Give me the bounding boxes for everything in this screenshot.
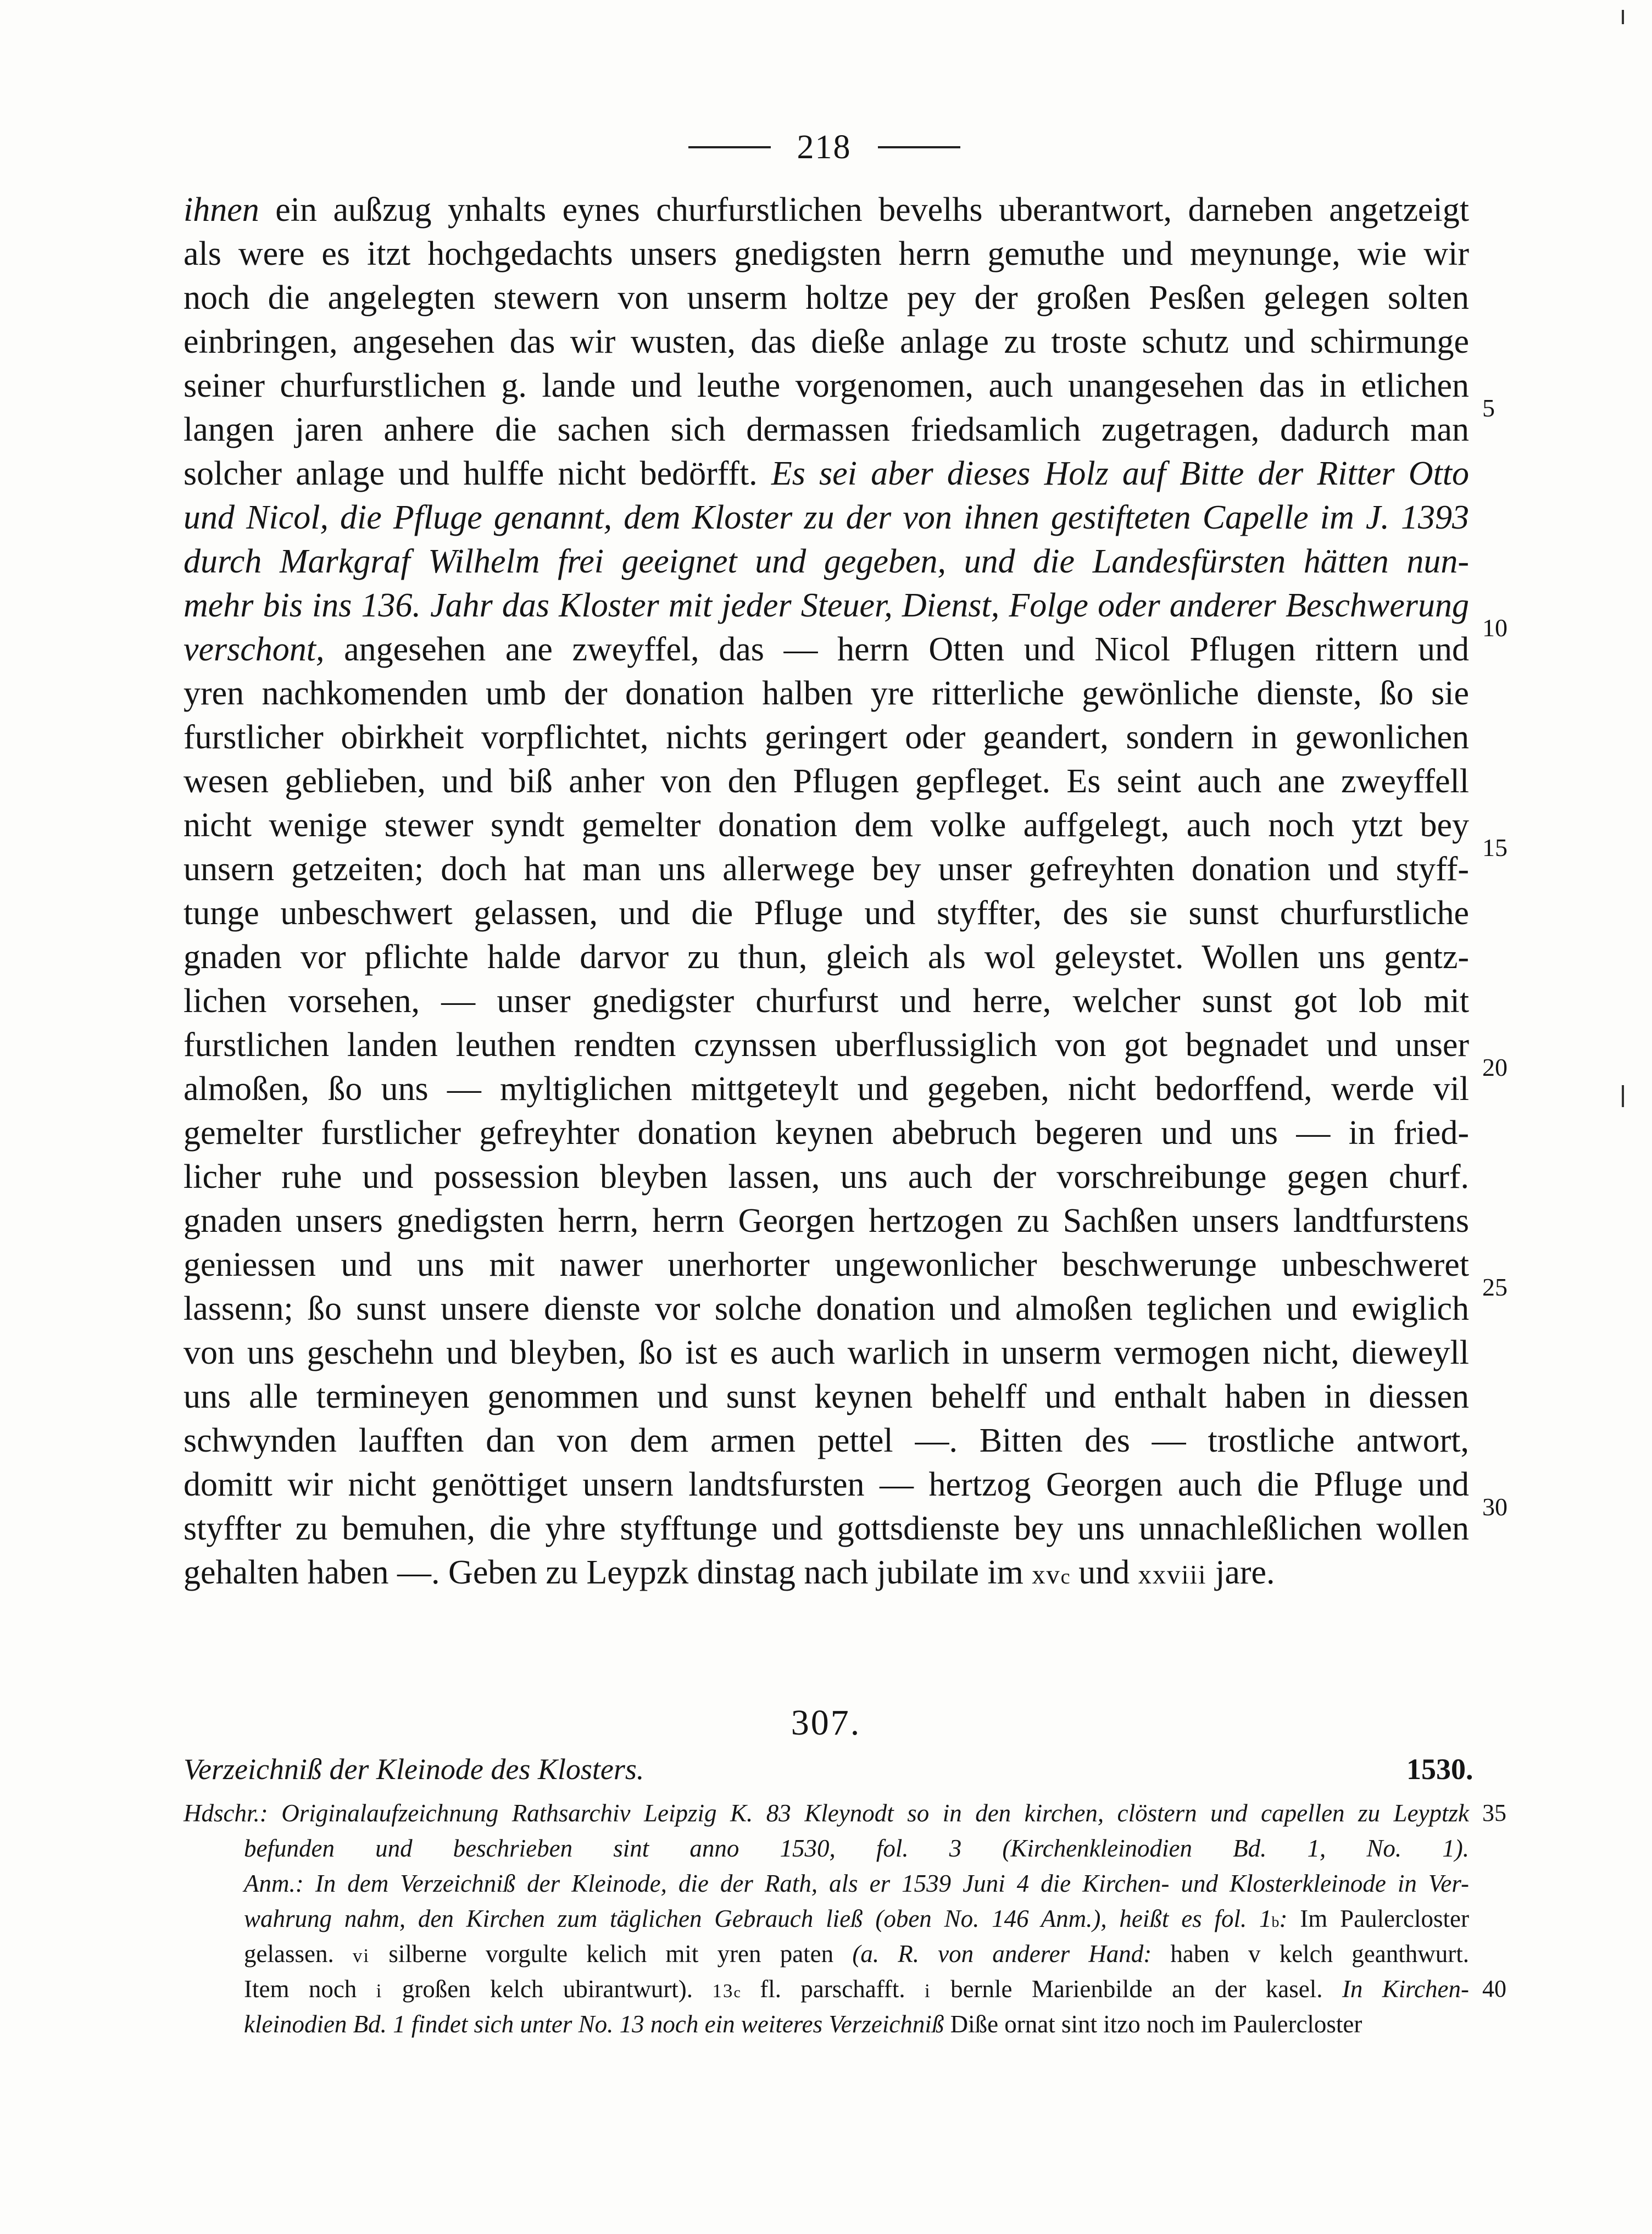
line-number: 5 <box>1482 394 1495 422</box>
text-run: wahrung nahm, den Kirchen zum täglichen Gebrauch ließ (oben No. 146 Anm.), heißt es fol. 1 <box>244 1905 1272 1932</box>
line-number: 20 <box>1482 1053 1508 1081</box>
text-run: einbringen, angesehen das wir wusten, das dieße anlage zu troste schutz und schirmunge <box>183 323 1469 360</box>
text-run: licher ruhe und possession bleyben lassen, uns auch der vorschreibunge gegen churf. <box>183 1158 1469 1196</box>
text-line <box>183 1507 1469 1551</box>
text-run: geniessen und uns mit nawer unerhorter ungewonlicher beschwerunge unbeschweret <box>183 1246 1469 1283</box>
page-number: 218 <box>797 128 852 166</box>
text-line <box>183 1375 1469 1419</box>
text-line <box>183 1331 1469 1375</box>
text-run: seiner churfurstlichen g. lande und leuthe vorgenomen, auch unangesehen das in etlichen <box>183 367 1469 404</box>
text-run: befunden und beschrieben sint anno 1530, fol. 3 (Kirchenkleinodien Bd. 1, No. 1). <box>244 1835 1469 1862</box>
document-number: 307. <box>791 1703 861 1743</box>
text-line <box>183 1243 1469 1287</box>
text-line <box>183 1287 1469 1331</box>
text-run: langen jaren anhere die sachen sich dermassen friedsamlich zugetragen, dadurch man <box>183 411 1469 448</box>
text-run: jare. <box>1206 1554 1275 1591</box>
text-line <box>183 1023 1469 1067</box>
text-run: Es sei aber dieses Holz auf Bitte der Ritter Otto <box>771 455 1469 492</box>
text-run: lassenn; ßo sunst unsere dienste vor solche donation und almoßen teglichen und ewiglich <box>183 1290 1469 1327</box>
text-line <box>244 1936 1469 1971</box>
text-line <box>183 1155 1469 1199</box>
text-run: tunge unbeschwert gelassen, und die Pfluge und styffter, des sie sunst churfurstliche <box>183 894 1469 932</box>
text-run: und <box>1070 1554 1138 1591</box>
text-run: (a. R. von anderer Hand: <box>852 1940 1152 1968</box>
text-run: großen kelch ubirantwurt). <box>382 1975 713 2003</box>
line-number: 10 <box>1482 614 1508 642</box>
text-line <box>244 2007 1469 2042</box>
text-run: uns alle termineyen genommen und sunst keynen behelff und enthalt haben in diessen <box>183 1378 1469 1415</box>
text-run: Anm.: In dem Verzeichniß der Kleinode, die der Rath, als er 1539 Juni 4 die Kirchen- und Klosterkleinode in Ver- <box>244 1870 1469 1897</box>
text-line <box>183 935 1469 979</box>
document-year: 1530. <box>1406 1753 1473 1786</box>
text-run: xv <box>1032 1560 1061 1590</box>
text-run: yren nachkomenden umb der donation halben yre ritterliche gewönliche dienste, ßo sie <box>183 675 1469 712</box>
text-run: c <box>733 1984 741 2001</box>
text-run: fl. parschafft. <box>740 1975 925 2003</box>
text-run: bernle Marienbilde an der kasel. <box>931 1975 1342 2003</box>
text-run: 13 <box>712 1980 734 2002</box>
text-run: gnaden unsers gnedigsten herrn, herrn Georgen hertzogen zu Sachßen unsers landtfurstens <box>183 1202 1469 1240</box>
text-run: i <box>376 1980 383 2002</box>
text-line <box>183 320 1469 364</box>
text-run: ein außzug ynhalts eynes churfurstlichen bevelhs uberantwort, darneben angetzeigt <box>259 191 1469 229</box>
text-run: unsern getzeiten; doch hat man uns allerwege bey unser gefreyhten donation und styff- <box>183 851 1469 888</box>
text-run: und Nicol, die Pfluge genannt, dem Kloster zu der von ihnen gestifteten Capelle im J. 1393 <box>183 499 1469 536</box>
text-run: Item noch <box>244 1975 376 2003</box>
text-run: angesehen ane zweyffel, das — herrn Otten und Nicol Pflugen rittern und <box>324 631 1469 668</box>
line-number: 25 <box>1482 1273 1508 1301</box>
text-line <box>244 1866 1469 1901</box>
text-run: xxviii <box>1138 1560 1207 1590</box>
text-line <box>183 1463 1469 1507</box>
text-run: b <box>1271 1914 1280 1931</box>
text-run: solcher anlage und hulffe nicht bedörfft. <box>183 455 771 492</box>
text-run: In Kirchen- <box>1342 1975 1469 2003</box>
line-number: 35 <box>1482 1799 1506 1826</box>
text-line <box>183 496 1469 540</box>
scan-mark <box>1622 10 1624 24</box>
text-run: wesen geblieben, und biß anher von den Pflugen gepfleget. Es seint auch ane zweyffell <box>183 763 1469 800</box>
page-header <box>670 125 978 169</box>
text-line <box>183 364 1469 408</box>
header-rule-right <box>878 146 960 148</box>
text-line <box>183 671 1469 715</box>
text-line <box>183 759 1469 803</box>
text-run: gehalten haben —. Geben zu Leypzk dinstag nach jubilate im <box>183 1554 1032 1591</box>
line-number: 30 <box>1482 1493 1508 1521</box>
text-line <box>183 847 1469 891</box>
text-line <box>183 627 1469 671</box>
text-run: Im Paulercloster <box>1287 1905 1469 1932</box>
text-line <box>183 979 1469 1023</box>
text-line <box>183 1419 1469 1463</box>
text-run: furstlichen landen leuthen rendten czynssen uberflussiglich von got begnadet und unser <box>183 1026 1469 1064</box>
text-line <box>183 452 1469 496</box>
text-run: Diße ornat sint itzo noch im Paulercloster <box>944 2010 1362 2038</box>
text-run: : <box>1279 1905 1288 1932</box>
text-run: i <box>924 1980 931 2002</box>
text-line <box>183 1199 1469 1243</box>
text-run: schwynden laufften dan von dem armen pettel —. Bitten des — trostliche antwort, <box>183 1422 1469 1459</box>
text-line <box>244 1901 1469 1936</box>
text-line <box>183 408 1469 452</box>
text-run: c <box>1060 1565 1070 1588</box>
text-line <box>183 1551 1469 1594</box>
line-number: 15 <box>1482 833 1508 862</box>
text-run: lichen vorsehen, — unser gnedigster churfurst und herre, welcher sunst got lob mit <box>183 982 1469 1020</box>
text-run: almoßen, ßo uns — myltiglichen mittgeteylt und gegeben, nicht bedorffend, werde vil <box>183 1070 1469 1108</box>
text-run: gelassen. <box>244 1940 353 1968</box>
line-number: 40 <box>1482 1975 1506 2002</box>
text-run: vi <box>352 1945 370 1966</box>
text-line <box>183 715 1469 759</box>
text-line <box>183 188 1469 232</box>
text-run: kleinodien Bd. 1 findet sich unter No. 13 noch ein weiteres Verzeichniß <box>244 2010 944 2038</box>
text-run: Hdschr.: Originalaufzeichnung Rathsarchiv Leipzig K. 83 Kleynodt so in den kirchen, clöstern und capellen zu Leyptzk <box>183 1799 1469 1827</box>
text-run: styffter zu bemuhen, die yhre styfftunge und gottsdienste bey uns unnachleßlichen wollen <box>183 1510 1469 1547</box>
text-run: nicht wenige stewer syndt gemelter donation dem volke auffgelegt, auch noch ytzt bey <box>183 807 1469 844</box>
text-run: ihnen <box>183 191 259 229</box>
text-line <box>183 1111 1469 1155</box>
text-run: von uns geschehn und bleyben, ßo ist es auch warlich in unserm vermogen nicht, dieweyll <box>183 1334 1469 1371</box>
scan-mark <box>1622 1085 1624 1107</box>
text-run: durch Markgraf Wilhelm frei geeignet und gegeben, und die Landesfürsten hätten nun- <box>183 543 1469 580</box>
text-run: gnaden vor pflichte halde darvor zu thun, gleich als wol geleystet. Wollen uns gentz- <box>183 938 1469 976</box>
text-line <box>183 1796 1469 1831</box>
text-run: furstlicher obirkheit vorpflichtet, nichts geringert oder geandert, sondern in gewonlichen <box>183 719 1469 756</box>
text-line <box>244 1971 1469 2007</box>
text-run: silberne vorgulte kelich mit yren paten <box>370 1940 853 1968</box>
text-line <box>244 1831 1469 1866</box>
text-line <box>183 891 1469 935</box>
text-line <box>183 803 1469 847</box>
text-run: als were es itzt hochgedachts unsers gnedigsten herrn gemuthe und meynunge, wie wir <box>183 235 1469 273</box>
text-line <box>183 232 1469 276</box>
text-run: gemelter furstlicher gefreyhter donation keynen abebruch begeren und uns — in fried- <box>183 1114 1469 1152</box>
text-run: domitt wir nicht genöttiget unsern landtsfursten — hertzog Georgen auch die Pfluge und <box>183 1466 1469 1503</box>
text-line <box>183 583 1469 627</box>
document-title: Verzeichniß der Kleinode des Klosters. <box>183 1753 644 1786</box>
text-line <box>183 1067 1469 1111</box>
text-line <box>183 276 1469 320</box>
text-run: noch die angelegten stewern von unserm holtze pey der großen Pesßen gelegen solten <box>183 279 1469 316</box>
text-run: verschont, <box>183 631 325 668</box>
text-line <box>183 540 1469 583</box>
header-rule-left <box>688 146 771 148</box>
text-run: haben v kelch geanthwurt. <box>1152 1940 1469 1968</box>
text-run: mehr bis ins 136. Jahr das Kloster mit jeder Steuer, Dienst, Folge oder anderer Beschwerung <box>183 587 1469 624</box>
